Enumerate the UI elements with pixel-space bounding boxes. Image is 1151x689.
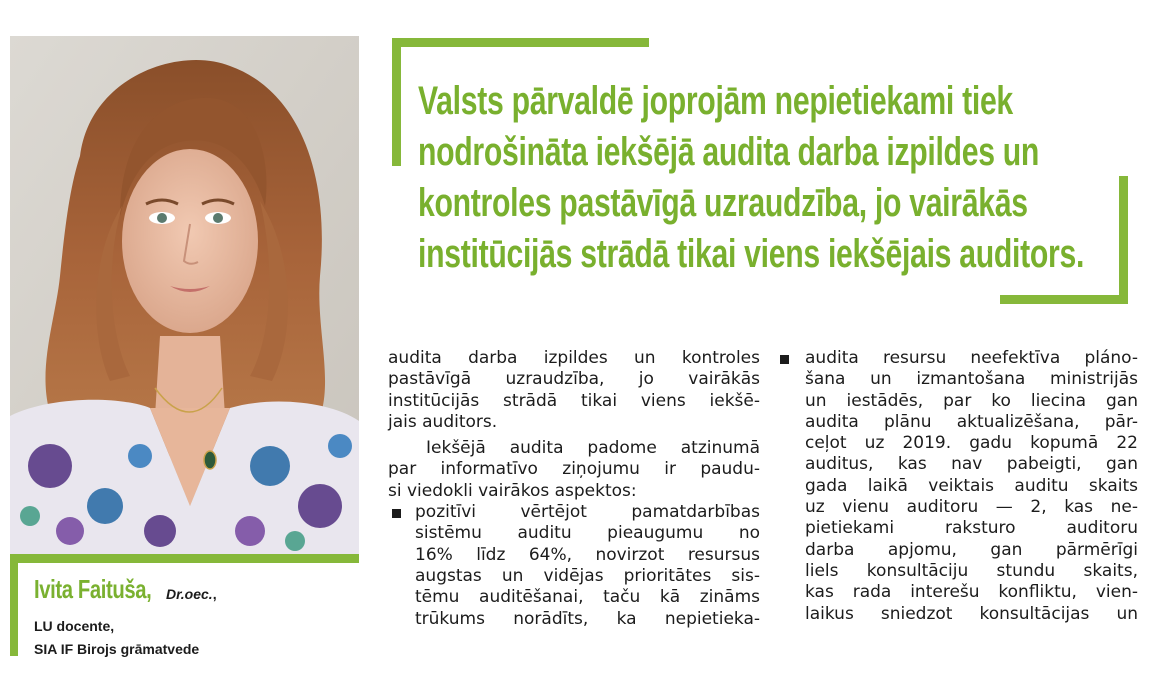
text-line: augstas un vidējas prioritātes sis- [415, 565, 760, 586]
text-line: ceļot uz 2019. gadu kopumā 22 [805, 433, 1138, 454]
paragraph-1 [388, 348, 760, 433]
author-degree-text: Dr.oec. [166, 586, 213, 602]
bullet-square-icon [392, 509, 401, 518]
text-line: tēmu auditēšanai, taču kā zināms [415, 587, 760, 608]
quote-frame-bottom [1000, 295, 1128, 304]
text-line: pietiekami raksturo auditoru [805, 518, 1138, 539]
text-line: trūkums norādīts, ka nepietieka- [415, 608, 760, 629]
text-line: Iekšējā audita padome atzinumā [426, 438, 760, 459]
quote-frame-left [392, 38, 401, 166]
author-degree-suffix: , [212, 586, 217, 602]
text-line: par informatīvo ziņojumu ir paudu- [388, 459, 760, 480]
text-line: auditus, kas nav pabeigti, gan [805, 454, 1138, 475]
author-name: Ivita Faituša, [34, 574, 152, 604]
bullet-item [778, 348, 1138, 625]
caption-accent-stripe [10, 563, 18, 656]
text-line: uz vienu auditoru — 2, kas ne- [805, 497, 1138, 518]
portrait-illustration [10, 36, 359, 554]
text-line: pozitīvi vērtējot pamatdarbības [415, 502, 760, 523]
bullet-item [388, 502, 760, 630]
paragraph-2 [388, 438, 760, 502]
text-line: institūcijās strādā tikai viens iekšē- [388, 390, 760, 411]
body-column-2 [778, 348, 1138, 625]
text-line: sistēmu auditu pieaugumu no [415, 523, 760, 544]
quote-frame-right [1119, 176, 1128, 304]
pull-quote-line: nodrošināta iekšējā audita darba izpildes un [418, 130, 1040, 174]
pull-quote [418, 76, 1098, 280]
text-line: audita resursu neefektīva pláno- [805, 348, 1138, 368]
pull-quote-line: kontroles pastāvīgā uzraudzība, jo vairākās [418, 181, 1028, 225]
text-line: pastāvīgā uzraudzība, jo vairākās [388, 369, 760, 390]
pull-quote-line: Valsts pārvaldē joprojām nepietiekami tiek [418, 79, 1013, 123]
quote-frame-top [392, 38, 649, 47]
text-line: kas rada interešu konfliktu, vien- [805, 582, 1138, 603]
author-degree [166, 586, 217, 602]
caption-accent-bar [10, 554, 359, 563]
bullet-square-icon [780, 355, 789, 364]
text-line: audita darba izpildes un kontroles [388, 348, 760, 368]
text-line: darba apjomu, gan pārmērīgi [805, 539, 1138, 560]
pull-quote-line: institūcijās strādā tikai viens iekšējais auditors. [418, 232, 1085, 276]
text-line: gada laikā veiktais auditu skaits [805, 475, 1138, 496]
text-line: šana un izmantošana ministrijās [805, 369, 1138, 390]
text-line: liels konsultāciju stundu skaits, [805, 560, 1138, 581]
author-role-2: SIA IF Birojs grāmatvede [34, 641, 200, 657]
author-photo [10, 36, 359, 554]
text-line: laikus sniedzot konsultācijas un [805, 603, 1138, 624]
text-line: jais auditors. [388, 411, 498, 432]
text-line: si viedokli vairākos aspektos: [388, 480, 637, 501]
text-line: 16% līdz 64%, novirzot resursus [415, 544, 760, 565]
text-line: audita plānu aktualizēšana, pār- [805, 411, 1138, 432]
text-line: un iestādēs, par ko liecina gan [805, 390, 1138, 411]
body-column-1 [388, 348, 760, 630]
author-role-1: LU docente, [34, 618, 115, 634]
